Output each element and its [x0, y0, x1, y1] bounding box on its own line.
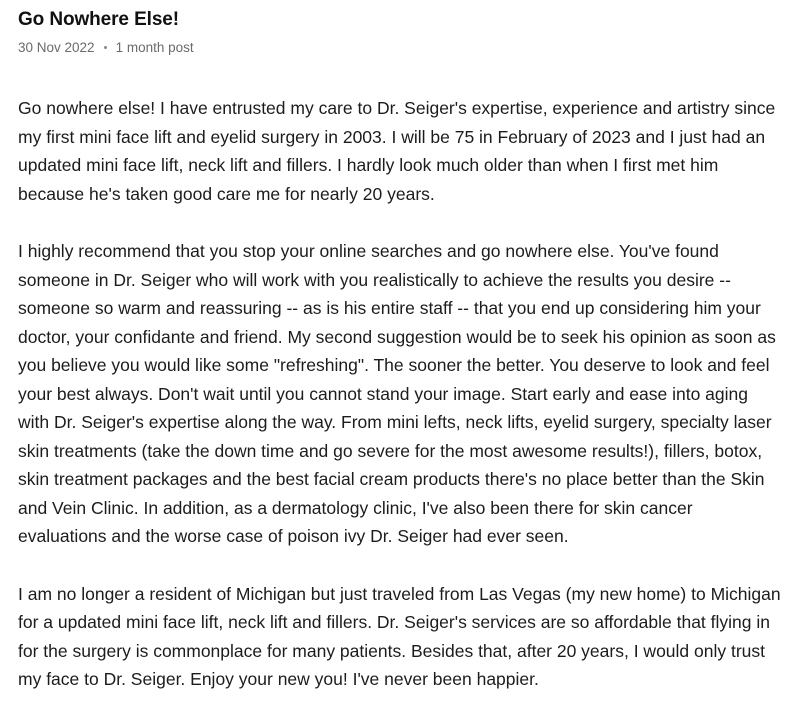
review-body — [18, 94, 782, 723]
review-date: 30 Nov 2022 — [18, 40, 95, 55]
review-title: Go Nowhere Else! — [18, 9, 179, 30]
meta-separator-dot — [104, 46, 107, 49]
review-paragraph-1: Go nowhere else! I have entrusted my care to Dr. Seiger's expertise, experience and artistry since my first mini face lift and eyelid surgery in 2003. I will be 75 in February of 2023 and I just had an updated mini face lift, neck lift and fillers. I hardly look much older than when I first met him because he's taken good care me for nearly 20 years. — [18, 98, 776, 204]
review-paragraph-2: I highly recommend that you stop your online searches and go nowhere else. You've found someone in Dr. Seiger who will work with you realistically to achieve the results you desire -- someone so warm and reassuring -- as is his entire staff -- that you end up considering him your doctor, your confidante and friend. My second suggestion would be to seek his opinion as soon as you believe you would like some "refreshing". The sooner the better. You deserve to look and feel your best always. Don't wait until you cannot stand your image. Start early and ease into aging with Dr. Seiger's expertise along the way. From mini lefts, neck lifts, eyelid surgery, specialty laser skin treatments (take the down time and go severe for the most awesome results!), fillers, botox, skin treatment packages and the best facial cream products there's no place better than the Skin and Vein Clinic. In addition, as a dermatology clinic, I've also been there for skin cancer evaluations and the worse case of poison ivy Dr. Seiger had ever seen. — [18, 241, 776, 546]
review-meta — [18, 40, 194, 55]
review-age: 1 month post — [115, 40, 194, 55]
review-paragraph-3: I am no longer a resident of Michigan but just traveled from Las Vegas (my new home) to Michigan for a updated mini face lift, neck lift and fillers. Dr. Seiger's services are so affordable that flying in for the surgery is commonplace for many patients. Besides that, after 20 years, I would only trust my face to Dr. Seiger. Enjoy your new you! I've never been happier. — [18, 583, 781, 689]
